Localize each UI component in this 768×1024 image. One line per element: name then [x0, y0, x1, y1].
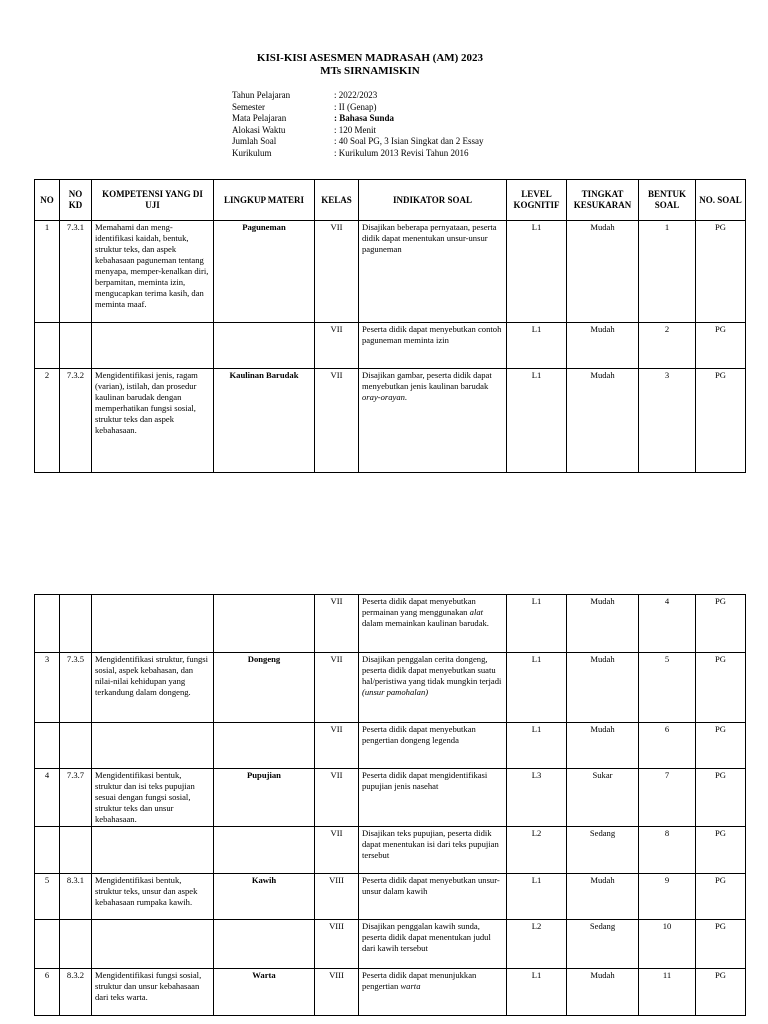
indikator-emphasis: warta	[400, 981, 421, 991]
cell-tingkat-kesukaran: Sedang	[567, 827, 639, 874]
col-header-kelas: KELAS	[315, 180, 359, 221]
cell-indikator	[359, 653, 507, 723]
meta-value: : II (Genap)	[334, 101, 377, 112]
col-header-no-soal: NO. SOAL	[696, 180, 746, 221]
cell-level-kognitif: L1	[507, 323, 567, 369]
meta-value: : Kurikulum 2013 Revisi Tahun 2016	[334, 147, 469, 158]
cell-tingkat-kesukaran: Sedang	[567, 920, 639, 969]
cell-indikator	[359, 874, 507, 920]
cell-bentuk-soal: 10	[639, 920, 696, 969]
cell-kelas: VII	[315, 769, 359, 827]
cell-no	[35, 723, 60, 769]
indikator-text: Peserta didik dapat menyebutkan permainan yang menggunakan	[362, 596, 476, 617]
cell-bentuk-soal: 1	[639, 221, 696, 323]
meta-row	[232, 113, 484, 125]
cell-tingkat-kesukaran: Mudah	[567, 595, 639, 653]
cell-kompetensi	[92, 920, 214, 969]
cell-no: 3	[35, 653, 60, 723]
table-row	[35, 369, 746, 473]
cell-indikator	[359, 723, 507, 769]
cell-no-kd: 8.3.1	[60, 874, 92, 920]
cell-lingkup-materi	[214, 595, 315, 653]
indikator-emphasis: (unsur pamohalan)	[362, 687, 429, 697]
cell-no-soal: PG	[696, 221, 746, 323]
cell-no-kd: 7.3.7	[60, 769, 92, 827]
cell-kelas: VII	[315, 221, 359, 323]
indikator-text: Peserta didik dapat menyebutkan pengertian dongeng legenda	[362, 724, 476, 745]
cell-kompetensi: Memahami dan meng-identifikasi kaidah, bentuk, struktur teks, dan aspek kebahasaan paguneman tentang menyapa, memper-kenalkan diri, berpamitan, meminta izin, mengucapkan terima kasih, dan meminta maaf.	[92, 221, 214, 323]
school-name: MTs SIRNAMISKIN	[320, 65, 420, 77]
cell-bentuk-soal: 8	[639, 827, 696, 874]
cell-level-kognitif: L2	[507, 827, 567, 874]
cell-kelas: VII	[315, 595, 359, 653]
meta-key: Kurikulum	[232, 147, 272, 158]
cell-level-kognitif: L1	[507, 595, 567, 653]
table-row	[35, 653, 746, 723]
cell-no-soal: PG	[696, 920, 746, 969]
cell-tingkat-kesukaran: Sukar	[567, 769, 639, 827]
meta-key: Tahun Pelajaran	[232, 90, 291, 100]
cell-bentuk-soal: 9	[639, 874, 696, 920]
cell-tingkat-kesukaran: Mudah	[567, 323, 639, 369]
cell-kelas: VIII	[315, 920, 359, 969]
cell-kompetensi	[92, 723, 214, 769]
cell-indikator	[359, 969, 507, 1016]
cell-kompetensi: Mengidentifikasi bentuk, struktur teks, unsur dan aspek kebahasaan rumpaka kawih.	[92, 874, 214, 920]
cell-kompetensi: Mengidentifikasi jenis, ragam (varian), istilah, dan prosedur kaulinan barudak dengan memperhatikan fungsi sosial, struktur teks dan aspek kebahasaan.	[92, 369, 214, 473]
cell-lingkup-materi: Pupujian	[214, 769, 315, 827]
cell-lingkup-materi: Kawih	[214, 874, 315, 920]
cell-no	[35, 920, 60, 969]
table-header-row	[35, 180, 746, 221]
cell-no-kd	[60, 827, 92, 874]
meta-key: Semester	[232, 101, 265, 112]
cell-lingkup-materi	[214, 827, 315, 874]
cell-level-kognitif: L1	[507, 969, 567, 1016]
cell-level-kognitif: L3	[507, 769, 567, 827]
cell-no-soal: PG	[696, 769, 746, 827]
meta-row	[232, 90, 484, 102]
cell-kelas: VII	[315, 369, 359, 473]
cell-bentuk-soal: 6	[639, 723, 696, 769]
indikator-text: Peserta didik dapat menunjukkan pengertian	[362, 970, 477, 991]
cell-level-kognitif: L1	[507, 221, 567, 323]
cell-no	[35, 595, 60, 653]
col-header-tingkat-kesukaran: TINGKAT KESUKARAN	[567, 180, 639, 221]
indikator-text: Peserta didik dapat mengidentifikasi pupujian jenis nasehat	[362, 770, 488, 791]
indikator-text: Disajikan teks pupujian, peserta didik dapat menentukan isi dari teks pupujian tersebut	[362, 828, 499, 860]
indikator-text: Peserta didik dapat menyebutkan contoh paguneman meminta izin	[362, 324, 502, 345]
indikator-emphasis: alat	[469, 607, 484, 617]
cell-bentuk-soal: 2	[639, 323, 696, 369]
cell-no-soal: PG	[696, 323, 746, 369]
table-row	[35, 723, 746, 769]
cell-no-kd: 7.3.1	[60, 221, 92, 323]
table-row	[35, 595, 746, 653]
cell-no-kd	[60, 323, 92, 369]
cell-kelas: VII	[315, 723, 359, 769]
table-row	[35, 323, 746, 369]
cell-kompetensi: Mengidentifikasi bentuk, struktur dan isi teks pupujian sesuai dengan fungsi sosial, struktur teks dan unsur kebahasaan.	[92, 769, 214, 827]
kisi-kisi-table-part-1	[34, 179, 746, 473]
cell-tingkat-kesukaran: Mudah	[567, 723, 639, 769]
cell-tingkat-kesukaran: Mudah	[567, 221, 639, 323]
cell-no-soal: PG	[696, 827, 746, 874]
cell-no-soal: PG	[696, 369, 746, 473]
table-row	[35, 874, 746, 920]
indikator-text: Disajikan penggalan kawih sunda, peserta didik dapat menentukan judul dari kawih tersebut	[362, 921, 491, 953]
cell-no-soal: PG	[696, 969, 746, 1016]
cell-indikator	[359, 595, 507, 653]
indikator-text: Disajikan beberapa pernyataan, peserta didik dapat menentukan unsur-unsur paguneman	[362, 222, 497, 254]
cell-level-kognitif: L1	[507, 369, 567, 473]
cell-no-soal: PG	[696, 653, 746, 723]
cell-lingkup-materi: Kaulinan Barudak	[214, 369, 315, 473]
cell-indikator	[359, 369, 507, 473]
cell-indikator	[359, 769, 507, 827]
meta-key: Mata Pelajaran	[232, 113, 287, 124]
cell-lingkup-materi	[214, 323, 315, 369]
cell-tingkat-kesukaran: Mudah	[567, 969, 639, 1016]
cell-no-kd: 8.3.2	[60, 969, 92, 1016]
meta-value: : 2022/2023	[334, 90, 378, 100]
cell-indikator	[359, 323, 507, 369]
cell-kompetensi	[92, 595, 214, 653]
cell-no-soal: PG	[696, 723, 746, 769]
meta-value: : Bahasa Sunda	[334, 113, 395, 124]
indikator-emphasis: oray-orayan.	[362, 392, 408, 402]
col-header-indikator: INDIKATOR SOAL	[359, 180, 507, 221]
cell-level-kognitif: L1	[507, 723, 567, 769]
indikator-text-after: dalam memainkan kaulinan barudak.	[362, 618, 489, 628]
cell-level-kognitif: L1	[507, 874, 567, 920]
cell-tingkat-kesukaran: Mudah	[567, 874, 639, 920]
document-title: KISI-KISI ASESMEN MADRASAH (AM) 2023	[256, 52, 484, 64]
cell-kompetensi	[92, 827, 214, 874]
meta-row	[232, 125, 484, 137]
cell-bentuk-soal: 7	[639, 769, 696, 827]
meta-key: Alokasi Waktu	[232, 124, 286, 135]
col-header-no-kd: NO KD	[60, 180, 92, 221]
col-header-no: NO	[35, 180, 60, 221]
cell-no: 6	[35, 969, 60, 1016]
cell-bentuk-soal: 5	[639, 653, 696, 723]
cell-no	[35, 827, 60, 874]
cell-kelas: VII	[315, 653, 359, 723]
cell-kelas: VIII	[315, 874, 359, 920]
cell-lingkup-materi	[214, 723, 315, 769]
cell-no: 2	[35, 369, 60, 473]
cell-kelas: VII	[315, 827, 359, 874]
meta-key: Jumlah Soal	[232, 136, 277, 147]
cell-bentuk-soal: 11	[639, 969, 696, 1016]
cell-bentuk-soal: 3	[639, 369, 696, 473]
cell-lingkup-materi: Warta	[214, 969, 315, 1016]
cell-no-kd: 7.3.5	[60, 653, 92, 723]
cell-indikator	[359, 827, 507, 874]
table-row	[35, 969, 746, 1016]
col-header-lingkup-materi: LINGKUP MATERI	[214, 180, 315, 221]
meta-value: : 120 Menit	[334, 124, 376, 135]
meta-row	[232, 136, 484, 148]
table-row	[35, 221, 746, 323]
meta-value: : 40 Soal PG, 3 Isian Singkat dan 2 Essay	[334, 136, 484, 147]
indikator-text: Peserta didik dapat menyebutkan unsur-unsur dalam kawih	[362, 875, 500, 896]
cell-kompetensi: Mengidentifikasi fungsi sosial, struktur dan unsur kebahasaan dari teks warta.	[92, 969, 214, 1016]
cell-no: 5	[35, 874, 60, 920]
document-meta	[232, 90, 484, 160]
cell-no-kd	[60, 723, 92, 769]
col-header-level-kognitif: LEVEL KOGNITIF	[507, 180, 567, 221]
table-row	[35, 769, 746, 827]
cell-kelas: VIII	[315, 969, 359, 1016]
meta-row	[232, 102, 484, 114]
col-header-bentuk-soal: BENTUK SOAL	[639, 180, 696, 221]
cell-bentuk-soal: 4	[639, 595, 696, 653]
cell-indikator	[359, 920, 507, 969]
table-row	[35, 827, 746, 874]
cell-lingkup-materi	[214, 920, 315, 969]
col-header-kompetensi: KOMPETENSI YANG DI UJI	[92, 180, 214, 221]
cell-no-kd: 7.3.2	[60, 369, 92, 473]
cell-lingkup-materi: Dongeng	[214, 653, 315, 723]
cell-no	[35, 323, 60, 369]
indikator-text: Disajikan gambar, peserta didik dapat menyebutkan jenis kaulinan barudak	[362, 370, 492, 391]
cell-kompetensi: Mengidentifikasi struktur, fungsi sosial, aspek kebahasan, dan nilai-nilai kehidupan yang terkandung dalam dongeng.	[92, 653, 214, 723]
indikator-text: Disajikan penggalan cerita dongeng, peserta didik dapat menyebutkan suatu hal/peristiwa yang tidak mungkin terjadi	[362, 654, 502, 686]
kisi-kisi-table-part-2	[34, 594, 746, 1016]
cell-lingkup-materi: Paguneman	[214, 221, 315, 323]
cell-no-soal: PG	[696, 874, 746, 920]
table-row	[35, 920, 746, 969]
cell-indikator	[359, 221, 507, 323]
cell-kompetensi	[92, 323, 214, 369]
cell-no-kd	[60, 595, 92, 653]
cell-level-kognitif: L2	[507, 920, 567, 969]
cell-no: 1	[35, 221, 60, 323]
cell-kelas: VII	[315, 323, 359, 369]
cell-no-kd	[60, 920, 92, 969]
cell-tingkat-kesukaran: Mudah	[567, 653, 639, 723]
cell-level-kognitif: L1	[507, 653, 567, 723]
cell-tingkat-kesukaran: Mudah	[567, 369, 639, 473]
meta-row	[232, 148, 484, 160]
cell-no: 4	[35, 769, 60, 827]
cell-no-soal: PG	[696, 595, 746, 653]
